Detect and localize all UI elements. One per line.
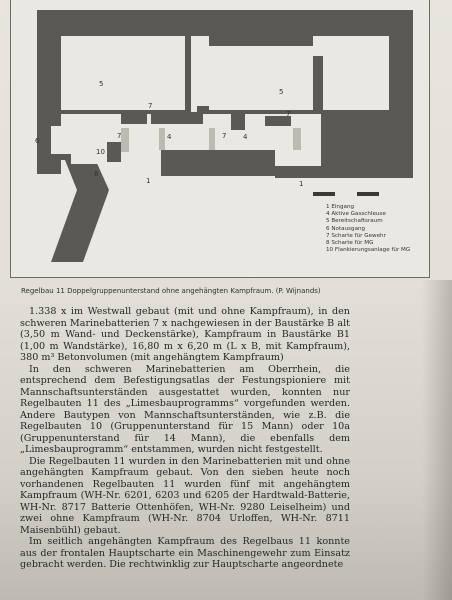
- plan-label-4-right: 4: [243, 133, 248, 141]
- plan-label-10: 10: [96, 148, 105, 156]
- paragraph: Im seitlich angehängten Kampfraum des Regelbaus 11 konnte aus der frontalen Hauptscharte ein Maschinengewehr zum Einsatz gebracht werden. Die rechtwinklig zur Hauptscharte angeordnete: [20, 536, 350, 570]
- figure-frame: [10, 0, 430, 278]
- legend-item: 1 Eingang: [326, 204, 355, 210]
- legend-item: 4 Aktive Gasschleuse: [326, 211, 386, 218]
- paragraph: In den schweren Marinebatterien am Oberrhein, die entsprechend dem Befestigungsatlas der Festungspioniere mit Mannschaftsunterständen ausgestattet wurden, konnten nur Regelbauten 11 des „Limesbauprogramms“ vorgefunden werden. Andere Bautypen von Mannschaftsunterständen, wie z.B. die Regelbauten 10 (Gruppenunterstand für 15 Mann) oder 10a (Gruppenunterstand für 14 Mann), die ebenfalls dem „Limesbauprogramm“ entstammen, wurden nicht festgestellt.: [20, 363, 350, 455]
- plan-label-6: 6: [35, 137, 40, 145]
- legend-item: 8 Scharte für MG: [326, 240, 374, 247]
- paragraph: Die Regelbauten 11 wurden in den Marinebatterien mit und ohne angehängten Kampfraum gebaut. Von den sieben heute noch vorhandenen Regelbauten 11 wurden fünf mit angehängtem Kampfraum (WH-Nr. 6201, 6203 und 6205 der Hardtwald-Batterie, WH-Nr. 8717 Batterie Ottenhöfen, WH-Nr. 9280 Leiselheim) und zwei ohne Kampfraum (WH-Nr. 8704 Urloffen, WH-Nr. 8711 Maisenbühl) gebaut.: [20, 455, 350, 536]
- legend-item: 5 Bereitschaftsraum: [326, 218, 383, 225]
- plan-label-7b: 7: [117, 132, 122, 140]
- plan-label-7d: 7: [286, 110, 291, 118]
- legend-item: 6 Notausgang: [326, 225, 366, 232]
- page-shadow: [422, 280, 452, 600]
- plan-label-7a: 7: [148, 102, 153, 110]
- plan-label-5-left: 5: [99, 80, 104, 88]
- legend-item: 7 Scharte für Gewehr: [326, 232, 386, 239]
- plan-label-1-left: 1: [146, 177, 151, 185]
- plan-label-8: 8: [94, 170, 99, 178]
- figure-caption: Regelbau 11 Doppelgruppenunterstand ohne angehängten Kampfraum. (P. Wijnands): [21, 287, 321, 295]
- figure-legend: [326, 204, 410, 254]
- plan-label-5-right: 5: [279, 88, 284, 96]
- body-text: [20, 306, 350, 571]
- plan-label-1-right: 1: [299, 180, 304, 188]
- legend-item: 10 Flankierungsanlage für MG: [326, 247, 411, 254]
- plan-label-4-left: 4: [167, 133, 172, 141]
- plan-label-7c: 7: [222, 132, 227, 140]
- paragraph: 1.338 x im Westwall gebaut (mit und ohne Kampfraum), in den schweren Marinebatterien 7 x nachgewiesen in der Baustärke B alt (3,50 m Wand- und Deckenstärke), Kampfraum in Baustärke B1 (1,00 m Wandstärke), 16,80 m x 6,20 m (L x B, mit Kampfraum), 380 m³ Betonvolumen (mit angehängtem Kampfraum): [20, 306, 350, 363]
